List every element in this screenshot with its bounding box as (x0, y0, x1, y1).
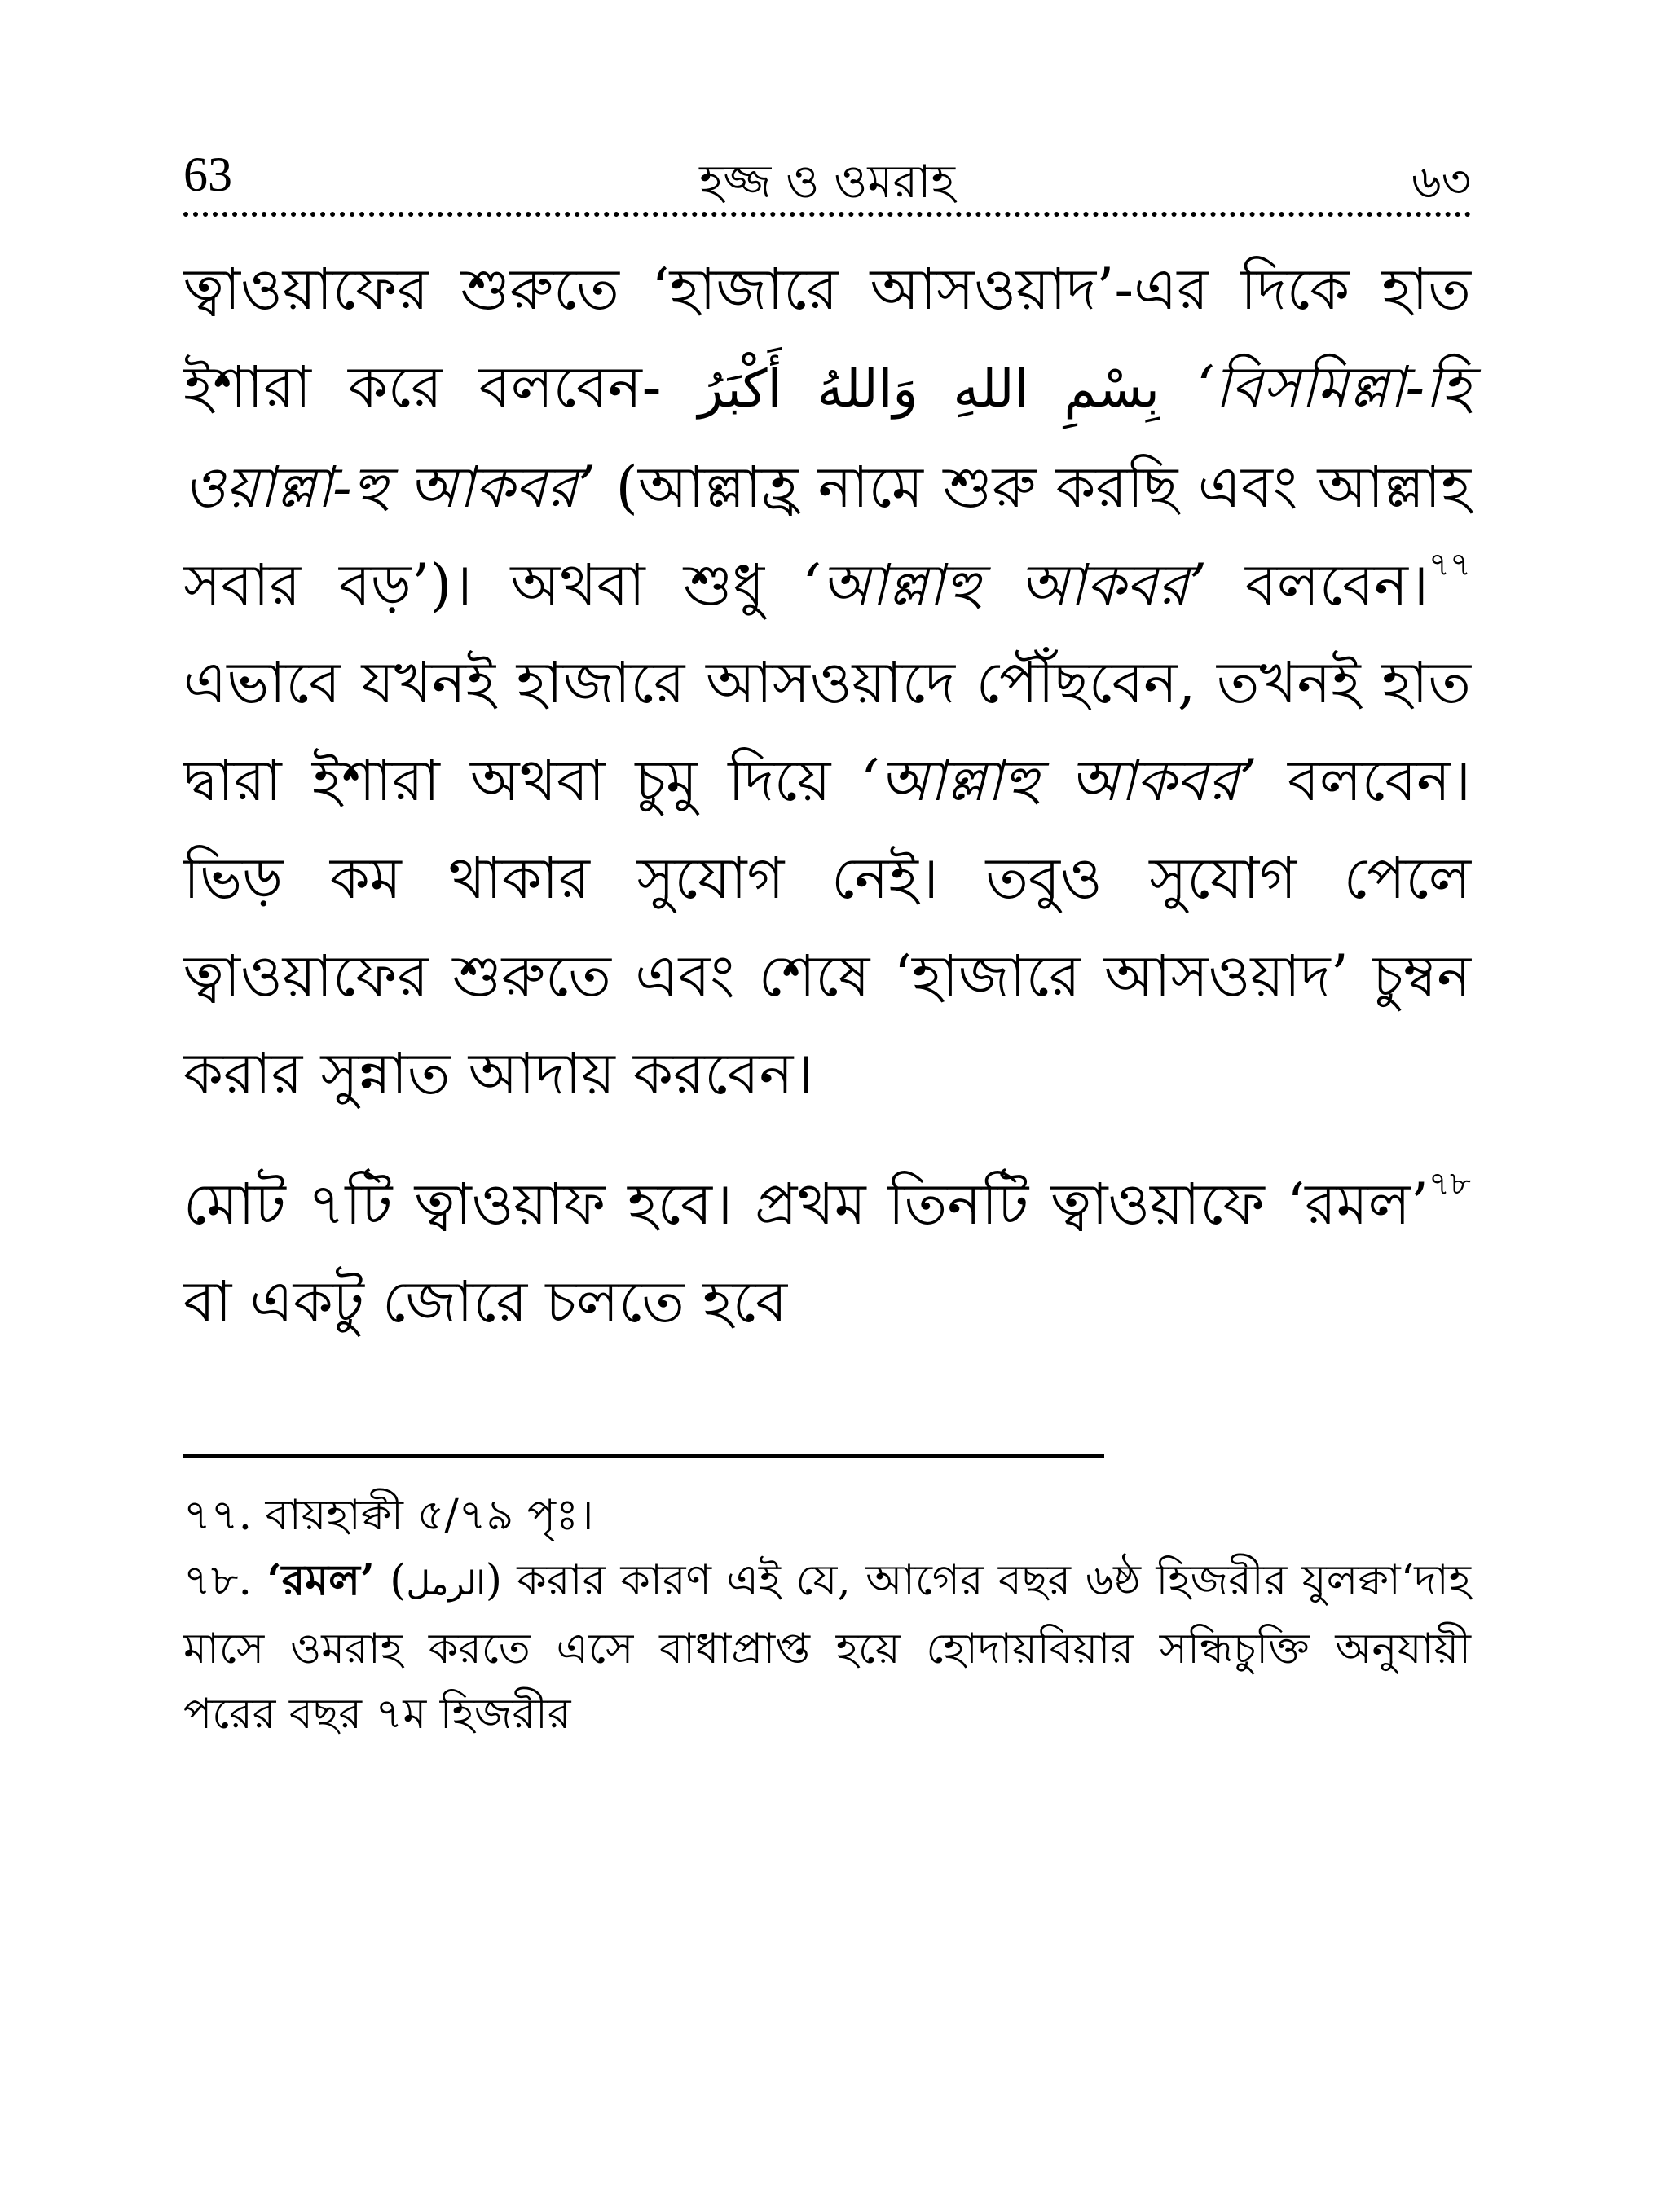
footnote-ref-77: ৭৭ (1428, 546, 1471, 583)
book-page (183, 130, 1471, 2167)
footnote-term: ‘রমল’ (266, 1555, 375, 1605)
footnote-77: ৭৭. বায়হাক্বী ৫/৭৯ পৃঃ। (183, 1491, 594, 1540)
transliteration-allahu-akbar-2: ‘আল্লাহু আকবর’ (861, 747, 1257, 814)
dotted-header-rule (183, 212, 1471, 217)
footnote-number: ৭৮. (183, 1556, 267, 1605)
running-title: হজ্জ ও ওমরাহ (699, 156, 955, 209)
transliteration-allahu-akbar: ‘আল্লাহু আকবর’ (803, 552, 1208, 618)
text-segment (1160, 354, 1196, 420)
page-number-latin: 63 (183, 147, 232, 201)
footnote-78 (183, 1548, 1471, 1747)
text-segment: বলবেন। ভিড় কম থাকার সুযোগ নেই। তবুও সুযোগ পেলে ত্বাওয়াফের শুরুতে এবং শেষে ‘হাজারে আসওয়াদ’ চুম্বন করার সুন্নাত আদায় করবেন। (183, 747, 1471, 1107)
text-segment: ( (374, 1556, 407, 1605)
text-segment: এভাবে যখনই হাজারে আসওয়াদে পৌঁছবেন, তখনই হাত দ্বারা ইশারা অথবা চুমু দিয়ে (183, 649, 1471, 814)
arabic-ramal: الرمل (406, 1565, 486, 1603)
page-header (183, 130, 1471, 216)
text-segment: বলবেন। (1207, 552, 1429, 618)
footnote-text: করার কারণ এই যে, আগের বছর ৬ষ্ঠ হিজরীর যুলক্বা‘দাহ মাসে ওমরাহ করতে এসে বাধাপ্রাপ্ত হয়ে হোদায়বিয়ার সন্ধিচুক্তি অনুযায়ী পরের বছর ৭ম হিজরীর (183, 1556, 1471, 1739)
text-segment: মোট ৭টি ত্বাওয়াফ হবে। প্রথম তিনটি ত্বাওয়াফে ‘রমল’ (183, 1171, 1429, 1238)
text-segment: ত্বাওয়াফের শুরুতে ‘হাজারে আসওয়াদ’-এর দিকে হাত ইশারা করে বলবেন- (183, 256, 1471, 420)
arabic-takbir: بِسْمِ اللهِ وَاللهُ أَكْبَرُ (698, 359, 1160, 420)
footnotes (183, 1483, 1471, 1747)
page-number-bengali: ৬৩ (1411, 156, 1471, 209)
main-text (183, 240, 1471, 1351)
text-segment: ) (485, 1556, 517, 1605)
paragraph-tawaf-start (183, 240, 1471, 1123)
footnote-separator (183, 1454, 1104, 1458)
text-segment: (আল্লাহ্র নামে শুরু করছি এবং আল্লাহ সবার বড়’)। অথবা শুধু (183, 454, 1471, 618)
footnote-ref-78: ৭৮ (1429, 1165, 1471, 1203)
paragraph-seven-tawaf (183, 1155, 1471, 1351)
transliteration-bismillah: ‘বিসমিল্লা-হি ওয়াল্লা-হু আকবর’ (183, 354, 1471, 521)
text-segment: বা একটু জোরে চলতে হবে (183, 1269, 788, 1335)
